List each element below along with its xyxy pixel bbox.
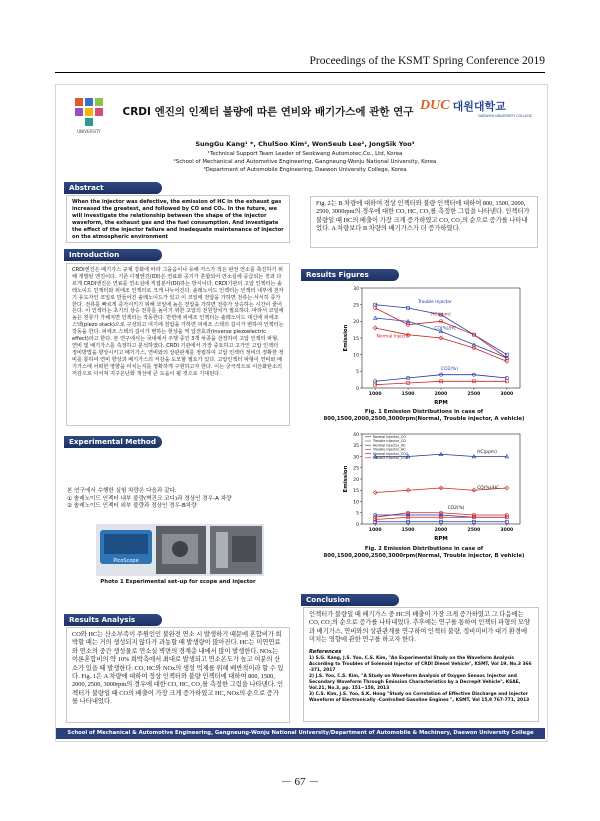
chart-annotation: HC(ppm): [431, 312, 451, 318]
introduction-heading: Introduction: [64, 249, 162, 261]
chart-annotation: HC(ppm): [477, 450, 497, 456]
chart-annotation: Normal Injector: [376, 334, 411, 340]
y-tick-label: 15: [353, 336, 359, 342]
y-tick-label: 20: [353, 477, 359, 483]
university-logo: [71, 96, 107, 136]
conclusion-heading: Conclusion: [301, 594, 399, 606]
y-tick-label: 0: [356, 386, 359, 392]
legend-item: Trouble injector_CO2: [373, 456, 409, 460]
reference-3: 3) C.S. Kim, J.S. Yoo, S.K. Hong "Study on Correlation of Effective Discharge and Injector Waveform of Electronically -Controlled Gasoline Engines ", KSMT, Vol 15,9 767-771, 2013: [309, 691, 530, 703]
y-tick-label: 10: [353, 353, 359, 359]
experimental-photo: [96, 524, 264, 576]
affiliation-2: ²School of Mechanical and Automotive Engineering, Gangneung-Wonju National University, Korea: [173, 159, 437, 165]
x-tick-label: 1500: [401, 392, 415, 397]
legend-item: Normal injector_CO2: [373, 451, 409, 456]
experimental-line-3: ② 솔레노이드 인젝터 외부 불량과 정상인 경우-B차량: [67, 503, 197, 510]
x-tick-label: 2500: [467, 392, 481, 397]
authors: SungGu Kang¹ *, ChulSoo Kim², WonSeub Lee², JongSik Yoo³: [195, 140, 415, 148]
y-tick-label: 25: [353, 303, 359, 309]
introduction-text: CRDI엔진은 배기가스 규제 강화에 따라 그을음이나 유해 가스가 적은 완전 연소를 촉진하기 위해 개발된 엔진이다. 기존 디젤엔진(IDI)은 연료와 공기가 혼합되어 연소실에 공급되는 것과 다르게 CRDI엔진은 연료를 연소실에 직접분사(DI)하는 방식이다. CRDI기관의 고압 인젝터는 솔레노이드 인젝터와 피에조 인젝터로 크게 나누어진다. 솔레노이드 인젝터는 인젝터 내부에 전자기 유도자인 코일로 만들어진 솔레노이드가 있고 이 코일에 전압을 가하면 전류는 서서히 증가한다. 전류를 빠르게 증가시키기 위해 코일에 높은 전압을 가하면 전류가 상승하는 시간이 줄어든다. 이 인젝터는 초기의 상승 전류를 높이기 위한 고압의 전원장치가 필요하다. 따라서 코일에 높은 전류가 가해지면 인젝터는 작동한다. 반면에 피에조 인젝터는 솔레노이드 대신에 피에조 스택(piezo stack)으로 구성되고 여기에 전압을 가하면 피에조 스택의 길이가 변하여 인젝터는 작동을 한다. 피에조 스택의 길이가 변하는 현상을 역 압전효과(inverse piezoelectric effect)라고 한다. 본 연구에서는 국내에서 주행 중인 3개 차종을 선정하여 고압 인젝터 파형, 연비 및 배기가스를 측정하고 분석하였다. CRDI 기관에서 가장 중요하고 고가인 고압 인젝터 정비방법을 향상시키고 배기가스, 연비와의 상관관계를 정립하여 고압 인젝터 정비의 정확한 정비를 통하여 연비 향상과 배기가스의 저감을 도모할 필요가 있다. 고압인젝터 파형이 연비와 배기가스에 어떠한 영향을 미치는지를 정확하게 구현하고자 한다. 이는 궁극적으로 이산화탄소의 저감으로 이어져 지구온난화 개선에 큰 도움이 될 것으로 기대된다.: [66, 263, 290, 426]
x-axis-label: RPM: [434, 400, 448, 406]
chart-annotation: Trouble Injector: [417, 300, 452, 305]
fig2-intro-text: Fig. 2는 B 차량에 대하여 정상 인젝터와 불량 인젝터에 대하여 800, 1500, 2000, 2500, 3000rpm의 경우에 대한 CO, HC, CO₂를 측정한 그림을 나타낸다. 인젝터가 불량일 때 HC의 배출이 가장 크게 증가하였고 CO, CO₂의 순으로 증가를 나타내었다. A 차량보다 B 차량의 배기가스가 더 증가하였다.: [310, 196, 538, 248]
fig2-caption: Fig. 2 Emission Distributions in case of 800,1500,2000,2500,3000rpm(Normal, Trouble injector, B vehicle): [323, 546, 525, 559]
y-tick-label: 5: [356, 370, 359, 376]
logo-name: 대원대학교: [452, 100, 506, 113]
y-tick-label: 30: [353, 286, 359, 292]
chart-annotation: CO(%)/HC: [434, 326, 457, 332]
scope-brand: PicoScope: [113, 558, 139, 564]
logo-brand: DUC: [420, 98, 450, 113]
x-tick-label: 2000: [434, 392, 448, 397]
college-logo: [420, 98, 538, 124]
page-number: － 67 －: [280, 776, 320, 788]
results-analysis-heading: Results Analysis: [64, 614, 162, 626]
y-tick-label: 35: [353, 444, 359, 450]
y-tick-label: 30: [353, 455, 359, 461]
y-tick-label: 20: [353, 320, 359, 326]
x-tick-label: 1000: [368, 392, 382, 397]
chart-annotation: CO2(%): [441, 367, 458, 372]
abstract-heading: Abstract: [64, 182, 162, 194]
results-figures-heading: Results Figures: [301, 269, 399, 281]
reference-1: 1) S.G. Kang, J.S. Yoo, C.S. Kim, "An Experimental Study on the Waveform Analysis According to Troubles of Solenoid Injector of CRDI Diesel Vehicle", KSMT, Vol 19, No.3 366 -371, 2017: [309, 655, 532, 673]
experimental-lines: [67, 488, 289, 511]
logo-sub: DAEWON UNIVERSITY COLLEGE: [478, 114, 532, 118]
results-analysis-text: CO와 HC는 산소부족이 주원인인 불완전 연소 시 발생하기 때문에 혼합비가 희박할 때는 거의 생성되지 않다가 과농할 때 발생량이 많아진다. HC는 미연연료와 연소의 중간 생성물로 연소실 벽면의 경계층 내에서 많이 발생한다. NOx는 이론혼합비의 약 10% 희박측에서 최대로 발생되고 연소온도가 높고 여분의 산소가 있을 때 발생한다. CO, HC와 NOx의 생성 억제를 위해 배반적이라 할 수 있다. Fig. 1은 A 차량에 대하여 정상 인젝터와 불량 인젝터에 대하여 800, 1500, 2000, 2500, 3000rpm의 경우에 대한 CO, HC, CO₂를 측정한 그림을 나타낸다. 인젝터가 불량일 때 CO의 배출이 가장 크게 증가하였고 HC, NOx의 순으로 증가를 나타내었다.: [66, 627, 290, 723]
photo-caption: Photo 1 Experimental set-up for scope and injector: [100, 579, 256, 585]
affiliation-3: ³Department of Automobile Engineering, Daewon University College, Korea: [203, 167, 407, 173]
chart-fig2: [340, 428, 530, 544]
chart-fig1: [340, 282, 530, 408]
y-tick-label: 40: [353, 432, 359, 438]
x-tick-label: 2500: [467, 528, 481, 533]
legend-item: Normal injector_CO: [373, 435, 406, 439]
x-tick-label: 1000: [368, 528, 382, 533]
x-tick-label: 3000: [500, 528, 514, 533]
experimental-line-1: 본 연구에서 수행한 실험 차량은 다음과 같다.: [67, 488, 177, 494]
legend-item: Trouble injector_CO: [373, 439, 406, 444]
chart-annotation: CO(%)/HC: [477, 486, 500, 492]
reference-2: 2) J.S. Yoo, C.S. Kim, "A Study on Waveform Analysis of Oxygen Sensor, Injector and Secondary Waveform Through Emission Characteristics by a Decrepit Vehicle", KSAE, Vol.21, No.3, pp. 151~158, 2013: [309, 673, 521, 691]
header-rule: [55, 72, 545, 73]
x-axis-label: RPM: [434, 536, 448, 542]
y-tick-label: 25: [353, 466, 359, 472]
y-tick-label: 15: [353, 489, 359, 495]
references-heading: References: [309, 648, 342, 655]
abstract-text: When the injector was defective, the emission of HC in the exhaust gas increased the greatest, and followed by CO and CO₂. In the future, we will investigate the relationship between the shape of the injector waveform, the exhaust gas and the fuel consumption. And investigate the effect of the injector failure and inadequate maintenance of injector on the atmospheric environment: [66, 195, 290, 243]
x-tick-label: 3000: [500, 392, 514, 397]
legend-item: Normal injector_HC: [373, 443, 406, 448]
poster-footer: School of Mechanical & Automotive Engineering, Gangneung-Wonju National University/Department of Automobile & Machinery, Daewon University College: [56, 728, 545, 739]
y-tick-label: 5: [356, 511, 359, 517]
x-tick-label: 2000: [434, 528, 448, 533]
chart-annotation: CO2(%): [447, 506, 465, 512]
legend-item: Trouble injector_HC: [373, 447, 406, 452]
fig1-caption: Fig. 1 Emission Distributions in case of 800,1500,2000,2500,3000rpm(Normal, Trouble injector, A vehicle): [323, 409, 525, 422]
logo-left-text: UNIVERSITY: [77, 129, 101, 134]
conclusion-box: [303, 607, 539, 722]
x-tick-label: 1500: [401, 528, 415, 533]
y-axis-label: Emission: [343, 465, 349, 493]
experimental-line-2: ① 솔레노이드 인젝터 내부 불량(벽건크 코디)과 정상인 경우-A 차량: [67, 495, 232, 502]
experimental-method-heading: Experimental Method: [64, 436, 162, 448]
poster-title: CRDI 엔진의 인젝터 불량에 따른 연비와 배기가스에 관한 연구: [122, 106, 414, 118]
y-tick-label: 10: [353, 500, 359, 506]
proceedings-header: Proceedings of the KSMT Spring Conference 2019: [309, 55, 545, 67]
conclusion-text: 인젝터가 불량일 때 배기가스 중 HC의 배출이 가장 크게 증가하였고 그 다음에는 CO, CO₂의 순으로 증가를 나타내었다. 추후에는 연구를 통하여 인젝터 파형의 모양과 배기가스, 연비와의 상관관계를 연구하여 인젝터 불량, 정비미비가 대기 환경에 미치는 영향에 관한 연구를 하고자 한다.: [309, 611, 531, 644]
y-tick-label: 0: [356, 522, 359, 528]
affiliation-1: ¹Technical Support Team Leader of Seokwang Automotec,Co., Ltd, Korea: [207, 151, 403, 157]
y-axis-label: Emission: [343, 324, 349, 352]
